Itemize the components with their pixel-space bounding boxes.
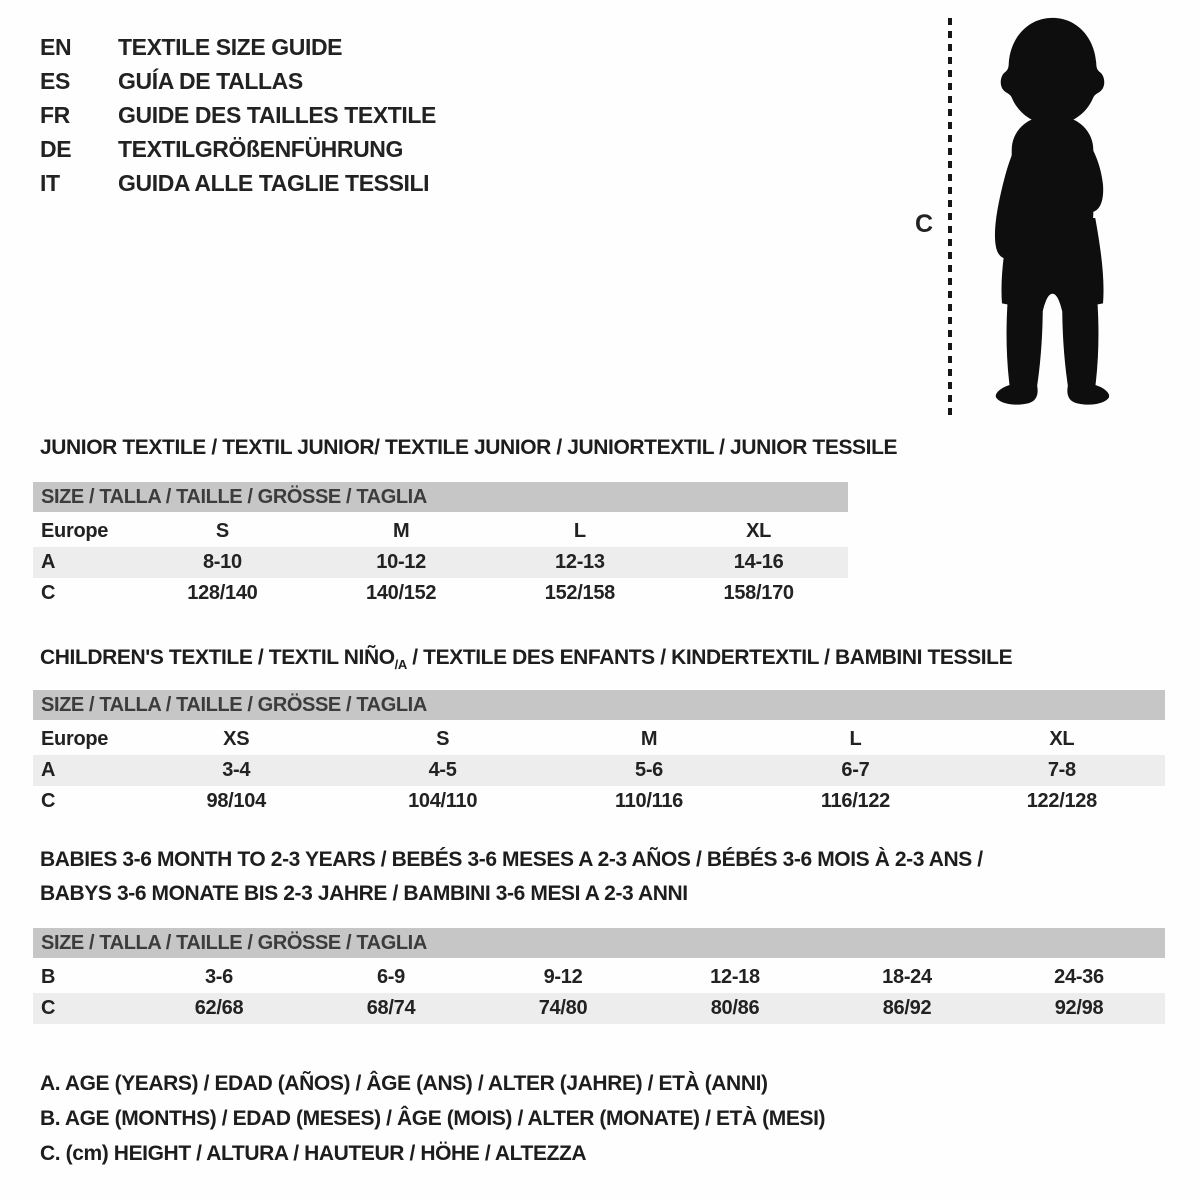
language-code: FR bbox=[40, 101, 70, 128]
size-header-band: SIZE / TALLA / TAILLE / GRÖSSE / TAGLIA bbox=[33, 690, 1165, 720]
table-cell: 10-12 bbox=[376, 551, 426, 573]
children-age-row bbox=[33, 755, 1165, 786]
language-title-list bbox=[40, 30, 436, 200]
table-cell: 6-9 bbox=[376, 966, 405, 988]
junior-size-table bbox=[33, 482, 848, 609]
table-cell: 62/68 bbox=[194, 997, 244, 1019]
junior-height-row bbox=[33, 578, 848, 609]
language-code: EN bbox=[40, 33, 72, 60]
footnote-height-cm: C. (cm) HEIGHT / ALTURA / HAUTEUR / HÖHE / ALTEZZA bbox=[40, 1142, 587, 1165]
row-label: A bbox=[41, 759, 56, 781]
column-header: XL bbox=[1049, 728, 1075, 750]
table-cell: 158/170 bbox=[723, 582, 794, 604]
row-label: A bbox=[41, 551, 56, 573]
language-row-en bbox=[40, 30, 436, 64]
table-cell: 152/158 bbox=[544, 582, 615, 604]
column-header: Europe bbox=[41, 728, 109, 750]
language-code: DE bbox=[40, 135, 72, 162]
row-label: C bbox=[41, 997, 56, 1019]
children-size-table bbox=[33, 690, 1165, 817]
table-cell: 80/86 bbox=[710, 997, 760, 1019]
column-header: L bbox=[849, 728, 862, 750]
table-cell: 12-13 bbox=[555, 551, 605, 573]
table-cell: 9-12 bbox=[543, 966, 583, 988]
table-cell: 110/116 bbox=[615, 790, 684, 812]
table-cell: 74/80 bbox=[538, 997, 588, 1019]
height-measure-dotted-line bbox=[948, 18, 952, 416]
junior-column-header-row bbox=[33, 516, 848, 547]
babies-age-row bbox=[33, 962, 1165, 993]
table-cell: 3-4 bbox=[222, 759, 251, 781]
size-header-band: SIZE / TALLA / TAILLE / GRÖSSE / TAGLIA bbox=[33, 928, 1165, 958]
column-header: M bbox=[640, 728, 658, 750]
language-row-it bbox=[40, 166, 436, 200]
table-cell: 140/152 bbox=[366, 582, 437, 604]
language-title: TEXTILE SIZE GUIDE bbox=[118, 33, 343, 60]
table-cell: 122/128 bbox=[1026, 790, 1097, 812]
children-column-header-row bbox=[33, 724, 1165, 755]
column-header: L bbox=[573, 520, 586, 542]
language-row-de bbox=[40, 132, 436, 166]
table-cell: 5-6 bbox=[635, 759, 664, 781]
table-cell: 3-6 bbox=[204, 966, 233, 988]
table-cell: 92/98 bbox=[1054, 997, 1104, 1019]
table-cell: 18-24 bbox=[882, 966, 932, 988]
height-measure-label: C bbox=[915, 210, 934, 238]
height-figure bbox=[905, 8, 1175, 423]
table-cell: 116/122 bbox=[820, 790, 890, 812]
language-title: TEXTILGRÖßENFÜHRUNG bbox=[118, 135, 403, 162]
babies-section-title-line2: BABYS 3-6 MONATE BIS 2-3 JAHRE / BAMBINI 3-6 MESI A 2-3 ANNI bbox=[40, 882, 688, 905]
table-cell: 4-5 bbox=[428, 759, 457, 781]
table-cell: 128/140 bbox=[187, 582, 258, 604]
column-header: S bbox=[436, 728, 450, 750]
junior-age-row bbox=[33, 547, 848, 578]
column-header: XL bbox=[746, 520, 772, 542]
language-code: ES bbox=[40, 67, 70, 94]
children-title-main: CHILDREN'S TEXTILE / TEXTIL NIÑO bbox=[40, 646, 395, 669]
babies-size-table bbox=[33, 928, 1165, 1024]
table-cell: 24-36 bbox=[1054, 966, 1104, 988]
column-header: S bbox=[215, 520, 229, 542]
table-cell: 6-7 bbox=[841, 759, 870, 781]
row-label: C bbox=[41, 582, 56, 604]
footnote-age-months: B. AGE (MONTHS) / EDAD (MESES) / ÂGE (MOIS) / ALTER (MONATE) / ETÀ (MESI) bbox=[40, 1107, 826, 1130]
children-section-title bbox=[40, 646, 1012, 672]
language-title: GUIDA ALLE TAGLIE TESSILI bbox=[118, 169, 430, 196]
table-cell: 86/92 bbox=[882, 997, 932, 1019]
table-cell: 14-16 bbox=[733, 551, 784, 573]
table-cell: 12-18 bbox=[710, 966, 760, 988]
table-cell: 8-10 bbox=[202, 551, 242, 573]
children-title-subscript: /A bbox=[394, 657, 407, 673]
table-cell: 104/110 bbox=[408, 790, 478, 812]
babies-section-title-line1: BABIES 3-6 MONTH TO 2-3 YEARS / BEBÉS 3-6 MESES A 2-3 AÑOS / BÉBÉS 3-6 MOIS À 2-3 ANS / bbox=[40, 848, 983, 871]
table-cell: 98/104 bbox=[206, 790, 266, 812]
language-row-fr bbox=[40, 98, 436, 132]
column-header: M bbox=[392, 520, 410, 542]
language-title: GUIDE DES TAILLES TEXTILE bbox=[118, 101, 436, 128]
column-header: XS bbox=[223, 728, 250, 750]
table-cell: 7-8 bbox=[1047, 759, 1076, 781]
toddler-silhouette-icon bbox=[960, 12, 1145, 420]
language-row-es bbox=[40, 64, 436, 98]
row-label: B bbox=[41, 966, 56, 988]
children-height-row bbox=[33, 786, 1165, 817]
language-title: GUÍA DE TALLAS bbox=[118, 67, 303, 94]
junior-section-title: JUNIOR TEXTILE / TEXTIL JUNIOR/ TEXTILE JUNIOR / JUNIORTEXTIL / JUNIOR TESSILE bbox=[40, 436, 898, 459]
language-code: IT bbox=[40, 169, 60, 196]
size-header-band: SIZE / TALLA / TAILLE / GRÖSSE / TAGLIA bbox=[33, 482, 848, 512]
table-cell: 68/74 bbox=[366, 997, 416, 1019]
row-label: C bbox=[41, 790, 56, 812]
footnote-age-years: A. AGE (YEARS) / EDAD (AÑOS) / ÂGE (ANS) / ALTER (JAHRE) / ETÀ (ANNI) bbox=[40, 1072, 768, 1095]
babies-height-row bbox=[33, 993, 1165, 1024]
children-title-rest: / TEXTILE DES ENFANTS / KINDERTEXTIL / BAMBINI TESSILE bbox=[406, 646, 1013, 669]
column-header: Europe bbox=[41, 520, 109, 542]
